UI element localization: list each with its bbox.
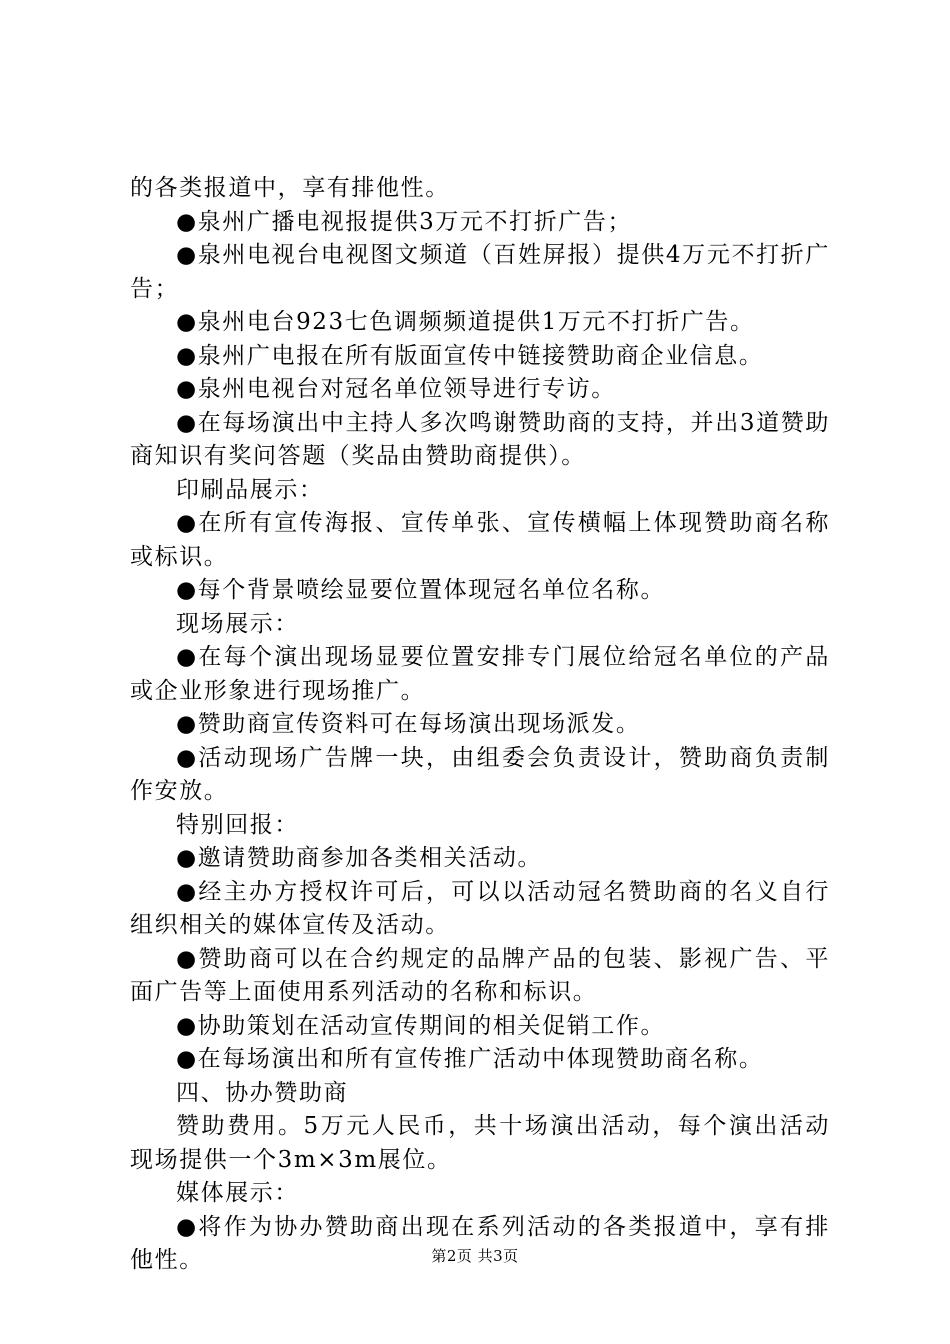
paragraph-bullet: ●泉州电台923七色调频频道提供1万元不打折广告。 xyxy=(176,309,755,335)
paragraph-continuation: 的各类报道中，享有排他性。 xyxy=(130,175,450,201)
paragraph-bullet: ●在每个演出现场显要位置安排专门展位给冠名单位的产品或企业形象进行现场推广。 xyxy=(130,644,830,704)
paragraph-bullet: ●赞助商宣传资料可在每场演出现场派发。 xyxy=(176,711,641,737)
paragraph-bullet: ●协助策划在活动宣传期间的相关促销工作。 xyxy=(176,1012,666,1039)
paragraph-bullet: ●在所有宣传海报、宣传单张、宣传横幅上体现赞助商名称或标识。 xyxy=(130,510,830,570)
paragraph-bullet: ●赞助商可以在合约规定的品牌产品的包装、影视广告、平面广告等上面使用系列活动的名称和标识。 xyxy=(130,945,830,1005)
paragraph-bullet: ●在每场演出和所有宣传推广活动中体现赞助商名称。 xyxy=(176,1046,764,1072)
paragraph-fee: 赞助费用。5万元人民币，共十场演出活动，每个演出活动现场提供一个3m×3m展位。 xyxy=(130,1113,830,1173)
document-body xyxy=(130,172,830,1278)
section-heading-print: 印刷品展示： xyxy=(176,476,324,503)
paragraph-bullet: ●泉州电视台对冠名单位领导进行专访。 xyxy=(176,376,616,402)
section-heading-special: 特别回报： xyxy=(176,811,299,838)
paragraph-bullet: ●在每场演出中主持人多次鸣谢赞助商的支持，并出3道赞助商知识有奖问答题（奖品由赞助商提供）。 xyxy=(130,409,830,469)
paragraph-bullet: ●泉州广播电视报提供3万元不打折广告； xyxy=(176,208,633,235)
paragraph-bullet: ●每个背景喷绘显要位置体现冠名单位名称。 xyxy=(176,577,666,603)
section-heading-media: 媒体展示： xyxy=(176,1180,299,1206)
paragraph-bullet: ●邀请赞助商参加各类相关活动。 xyxy=(176,845,543,871)
paragraph-bullet: ●经主办方授权许可后，可以以活动冠名赞助商的名义自行组织相关的媒体宣传及活动。 xyxy=(130,878,830,938)
paragraph-bullet: ●活动现场广告牌一块，由组委会负责设计，赞助商负责制作安放。 xyxy=(130,744,830,804)
paragraph-bullet: ●泉州电视台电视图文频道（百姓屏报）提供4万元不打折广告； xyxy=(130,242,830,302)
paragraph-bullet: ●泉州广电报在所有版面宣传中链接赞助商企业信息。 xyxy=(176,342,764,369)
page-number-footer: 第2页 共3页 xyxy=(431,1247,519,1265)
paragraph-bullet: ●将作为协办赞助商出现在系列活动的各类报道中，享有排他性。 xyxy=(130,1213,830,1273)
section-heading-onsite: 现场展示： xyxy=(176,610,299,637)
section-heading-co-sponsor: 四、协办赞助商 xyxy=(176,1079,349,1106)
